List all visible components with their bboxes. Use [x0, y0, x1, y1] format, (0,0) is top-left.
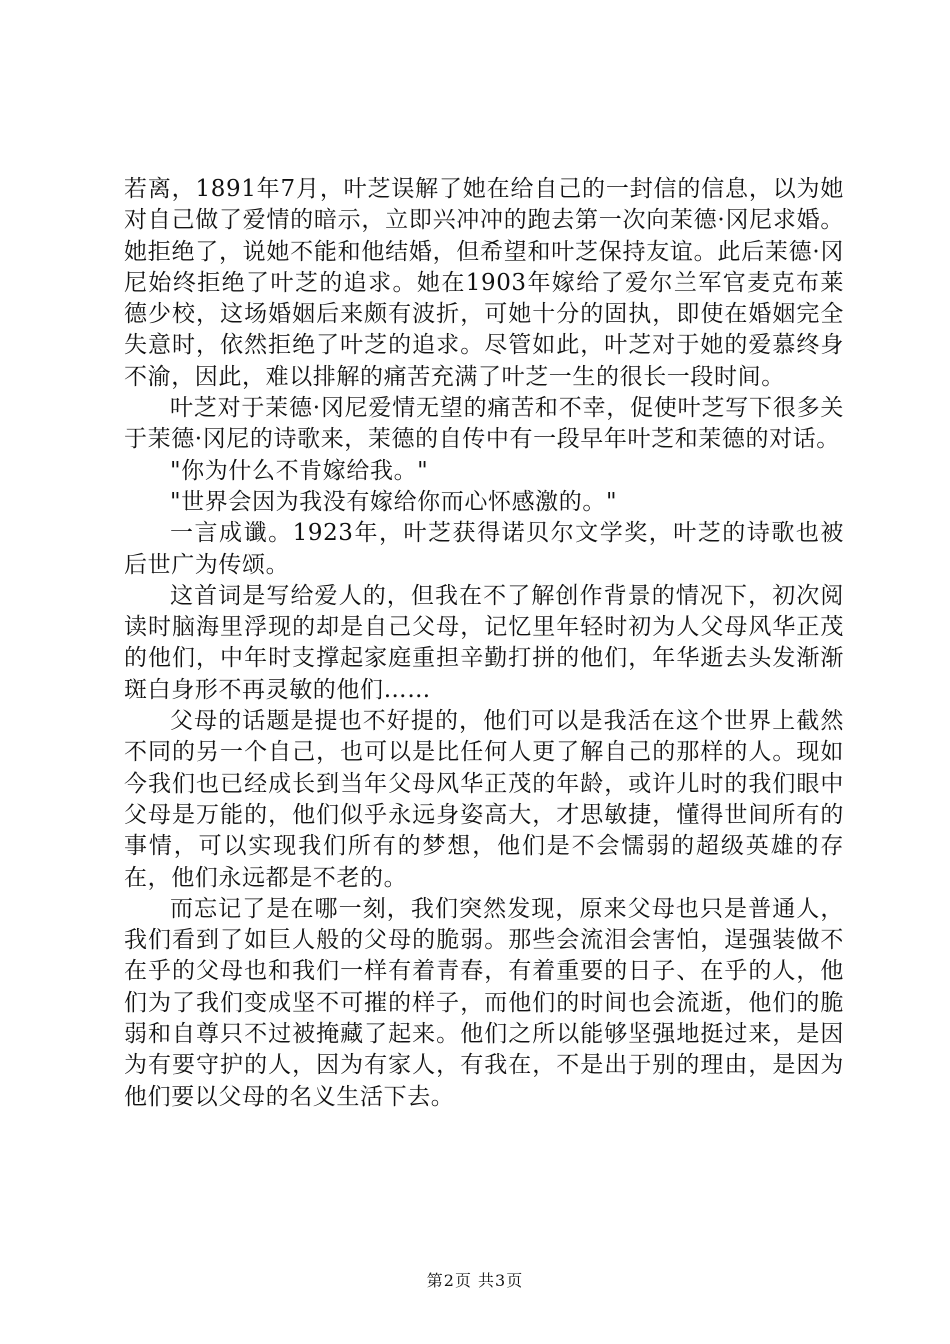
paragraph: 而忘记了是在哪一刻，我们突然发现，原来父母也只是普通人，我们看到了如巨人般的父母的脆弱。那些会流泪会害怕，逞强装做不在乎的父母也和我们一样有着青春，有着重要的日子、在乎的人，他们为了我们变成坚不可摧的样子，而他们的时间也会流逝，他们的脆弱和自尊只不过被掩藏了起来。他们之所以能够坚强地挺过来，是因为有要守护的人，因为有家人，有我在，不是出于别的理由，是因为他们要以父母的名义生活下去。: [124, 895, 844, 1110]
document-body: [124, 174, 844, 1113]
page-number-footer: 第2页 共3页: [426, 1271, 524, 1290]
paragraph: 父母的话题是提也不好提的，他们可以是我活在这个世界上截然不同的另一个自己，也可以是比任何人更了解自己的那样的人。现如今我们也已经成长到当年父母风华正茂的年龄，或许儿时的我们眼中父母是万能的，他们似乎永远身姿高大，才思敏捷，懂得世间所有的事情，可以实现我们所有的梦想，他们是不会懦弱的超级英雄的存在，他们永远都是不老的。: [124, 708, 844, 891]
dialogue-line: "世界会因为我没有嫁给你而心怀感激的。": [170, 488, 618, 515]
dialogue-line: "你为什么不肯嫁给我。": [170, 457, 429, 484]
paragraph-continuation: 若离，1891年7月，叶芝误解了她在给自己的一封信的信息，以为她对自己做了爱情的暗示，立即兴冲冲的跑去第一次向茉德·冈尼求婚。她拒绝了，说她不能和他结婚，但希望和叶芝保持友谊。此后茉德·冈尼始终拒绝了叶芝的追求。她在1903年嫁给了爱尔兰军官麦克布莱德少校，这场婚姻后来颇有波折，可她十分的固执，即使在婚姻完全失意时，依然拒绝了叶芝的追求。尽管如此，叶芝对于她的爱慕终身不渝，因此，难以排解的痛苦充满了叶芝一生的很长一段时间。: [124, 176, 844, 390]
paragraph: 这首词是写给爱人的，但我在不了解创作背景的情况下，初次阅读时脑海里浮现的却是自己父母，记忆里年轻时初为人父母风华正茂的他们，中年时支撑起家庭重担辛勤打拼的他们，年华逝去头发渐渐斑白身形不再灵敏的他们……: [124, 582, 844, 703]
paragraph: 一言成谶。1923年，叶芝获得诺贝尔文学奖，叶芝的诗歌也被后世广为传颂。: [124, 520, 844, 578]
paragraph: 叶芝对于茉德·冈尼爱情无望的痛苦和不幸，促使叶芝写下很多关于茉德·冈尼的诗歌来，茉德的自传中有一段早年叶芝和茉德的对话。: [124, 395, 844, 453]
